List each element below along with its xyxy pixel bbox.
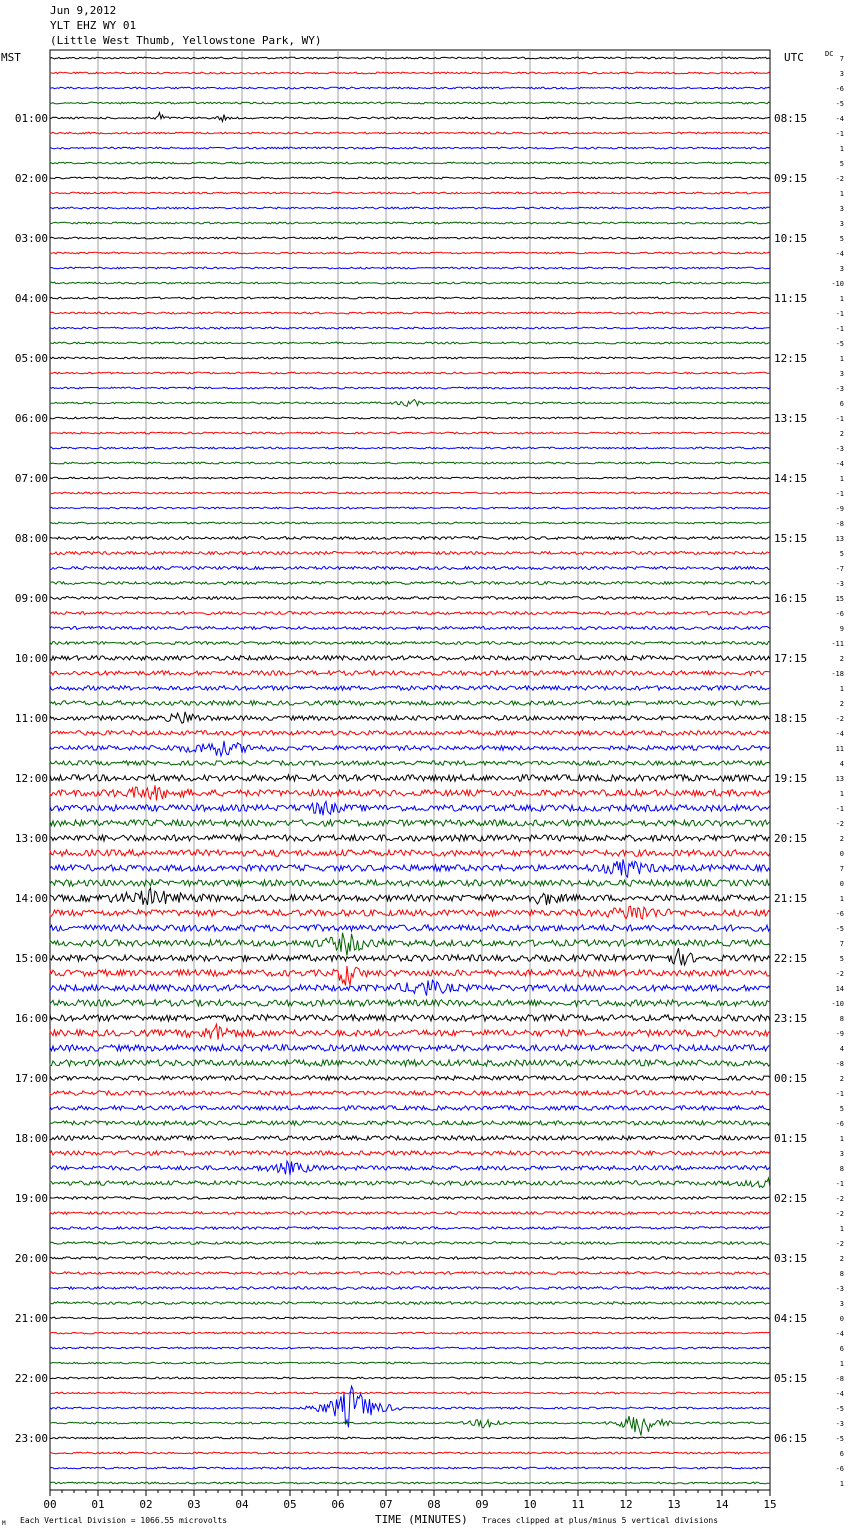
x-tick-label: 06 xyxy=(331,1498,345,1511)
right-hour-label: 19:15 xyxy=(774,772,808,785)
dc-offset-label: 13 xyxy=(835,775,844,783)
trace-row xyxy=(50,1332,770,1334)
x-tick-label: 07 xyxy=(379,1498,393,1511)
right-hour-label: 06:15 xyxy=(774,1432,808,1445)
left-hour-label: 20:00 xyxy=(14,1252,48,1265)
x-tick-label: 03 xyxy=(187,1498,201,1511)
x-tick-label: 11 xyxy=(571,1498,585,1511)
right-hour-label: 20:15 xyxy=(774,832,808,845)
dc-offset-label: -2 xyxy=(835,1240,844,1248)
dc-offset-label: -5 xyxy=(835,100,844,108)
left-hour-label: 17:00 xyxy=(14,1072,48,1085)
dc-offset-label: 7 xyxy=(839,865,844,873)
dc-offset-label: 0 xyxy=(839,1315,844,1323)
dc-offset-label: 8 xyxy=(839,1165,844,1173)
dc-offset-label: 6 xyxy=(839,400,844,408)
x-tick-label: 04 xyxy=(235,1498,249,1511)
dc-offset-label: 2 xyxy=(839,835,844,843)
header-station: YLT EHZ WY 01 xyxy=(50,19,137,32)
dc-offset-label: 6 xyxy=(839,1345,844,1353)
trace-row xyxy=(50,1136,770,1140)
trace-row xyxy=(50,1227,770,1230)
dc-offset-label: -9 xyxy=(835,505,844,513)
trace-row xyxy=(50,1076,770,1080)
dc-offset-label: -3 xyxy=(835,385,844,393)
dc-offset-label: 5 xyxy=(839,235,844,243)
left-hour-label: 08:00 xyxy=(14,532,48,545)
trace-row xyxy=(50,132,770,134)
dc-offset-label: 1 xyxy=(839,790,844,798)
dc-offset-label: 3 xyxy=(839,370,844,378)
trace-row xyxy=(50,1151,770,1155)
dc-offset-label: -8 xyxy=(835,1375,844,1383)
dc-offset-label: 1 xyxy=(839,685,844,693)
seismic-traces xyxy=(50,57,770,1484)
right-hour-label: 22:15 xyxy=(774,952,808,965)
dc-offset-label: 8 xyxy=(839,1270,844,1278)
left-hour-label: 23:00 xyxy=(14,1432,48,1445)
dc-offset-label: -1 xyxy=(835,325,844,333)
x-tick-label: 10 xyxy=(523,1498,537,1511)
right-hour-label: 11:15 xyxy=(774,292,808,305)
trace-row xyxy=(50,1178,770,1188)
trace-row xyxy=(50,177,770,179)
trace-row xyxy=(50,87,770,89)
trace-row xyxy=(50,147,770,149)
left-hour-label: 13:00 xyxy=(14,832,48,845)
dc-offset-label: -3 xyxy=(835,445,844,453)
trace-row xyxy=(50,432,770,434)
dc-offset-label: 3 xyxy=(839,220,844,228)
dc-offset-label: 4 xyxy=(839,760,844,768)
right-hour-label: 01:15 xyxy=(774,1132,808,1145)
right-hour-label: 05:15 xyxy=(774,1372,808,1385)
trace-row xyxy=(50,775,770,781)
dc-offset-label: 2 xyxy=(839,430,844,438)
axis-labels xyxy=(15,55,844,1511)
x-axis-title: TIME (MINUTES) xyxy=(375,1513,468,1526)
trace-row xyxy=(50,1302,770,1305)
trace-row xyxy=(50,357,770,359)
trace-row xyxy=(50,701,770,706)
trace-row xyxy=(50,1045,770,1051)
trace-row xyxy=(50,1015,770,1021)
dc-offset-label: -8 xyxy=(835,1060,844,1068)
trace-row xyxy=(50,1060,770,1066)
trace-row xyxy=(50,252,770,254)
x-tick-label: 05 xyxy=(283,1498,297,1511)
dc-offset-label: 11 xyxy=(835,745,844,753)
left-hour-label: 10:00 xyxy=(14,652,48,665)
dc-offset-label: 9 xyxy=(839,625,844,633)
x-tick-label: 00 xyxy=(43,1498,57,1511)
right-hour-label: 16:15 xyxy=(774,592,808,605)
dc-offset-label: 8 xyxy=(839,1015,844,1023)
trace-row xyxy=(50,1437,770,1439)
trace-row xyxy=(50,966,770,986)
dc-offset-label: 3 xyxy=(839,70,844,78)
trace-row xyxy=(50,522,770,524)
trace-row xyxy=(50,888,770,905)
dc-offset-label: -8 xyxy=(835,520,844,528)
dc-offset-label: 1 xyxy=(839,295,844,303)
dc-offset-label: -10 xyxy=(831,280,844,288)
left-hour-label: 01:00 xyxy=(14,112,48,125)
dc-offset-label: -2 xyxy=(835,970,844,978)
dc-offset-label: 1 xyxy=(839,895,844,903)
dc-offset-label: -4 xyxy=(835,115,844,123)
dc-offset-label: -6 xyxy=(835,85,844,93)
trace-row xyxy=(50,835,770,841)
trace-row xyxy=(50,162,770,164)
dc-offset-label: -3 xyxy=(835,1285,844,1293)
left-hour-label: 04:00 xyxy=(14,292,48,305)
plot-frame xyxy=(50,50,770,1490)
left-timezone-label: MST xyxy=(1,51,21,64)
x-tick-label: 12 xyxy=(619,1498,633,1511)
trace-row xyxy=(50,552,770,555)
dc-offset-label: 1 xyxy=(839,1360,844,1368)
trace-row xyxy=(50,980,770,995)
x-tick-label: 01 xyxy=(91,1498,105,1511)
trace-row xyxy=(50,1272,770,1275)
x-tick-label: 15 xyxy=(763,1498,777,1511)
left-hour-label: 14:00 xyxy=(14,892,48,905)
left-hour-label: 03:00 xyxy=(14,232,48,245)
left-hour-label: 16:00 xyxy=(14,1012,48,1025)
trace-row xyxy=(50,387,770,389)
dc-offset-label: 7 xyxy=(839,55,844,63)
trace-row xyxy=(50,207,770,209)
dc-label: DC xyxy=(825,50,834,58)
dc-offset-label: -6 xyxy=(835,1465,844,1473)
trace-row xyxy=(50,741,770,756)
trace-row xyxy=(50,462,770,464)
left-hour-label: 06:00 xyxy=(14,412,48,425)
trace-row xyxy=(50,312,770,314)
trace-row xyxy=(50,1362,770,1364)
dc-offset-label: -5 xyxy=(835,1405,844,1413)
left-hour-label: 21:00 xyxy=(14,1312,48,1325)
dc-offset-label: 7 xyxy=(839,940,844,948)
dc-offset-label: -7 xyxy=(835,565,844,573)
dc-offset-label: -2 xyxy=(835,715,844,723)
corner-mark: M xyxy=(2,1520,6,1527)
dc-offset-label: -2 xyxy=(835,1210,844,1218)
trace-row xyxy=(50,113,770,122)
trace-row xyxy=(50,327,770,329)
trace-row xyxy=(50,1212,770,1215)
trace-row xyxy=(50,372,770,374)
dc-offset-label: -1 xyxy=(835,130,844,138)
dc-offset-label: -10 xyxy=(831,1000,844,1008)
trace-row xyxy=(50,1242,770,1245)
dc-offset-label: 4 xyxy=(839,1045,844,1053)
dc-offset-label: -1 xyxy=(835,490,844,498)
trace-row xyxy=(50,400,770,407)
dc-offset-label: 1 xyxy=(839,190,844,198)
trace-row xyxy=(50,417,770,419)
left-hour-label: 15:00 xyxy=(14,952,48,965)
left-hour-label: 22:00 xyxy=(14,1372,48,1385)
trace-row xyxy=(50,1467,770,1469)
dc-offset-label: 15 xyxy=(835,595,844,603)
trace-row xyxy=(50,1317,770,1319)
dc-offset-label: 2 xyxy=(839,1075,844,1083)
dc-offset-label: 5 xyxy=(839,1105,844,1113)
dc-offset-label: 3 xyxy=(839,1300,844,1308)
trace-row xyxy=(50,237,770,239)
trace-row xyxy=(50,447,770,449)
trace-row xyxy=(50,642,770,645)
x-tick-label: 14 xyxy=(715,1498,729,1511)
left-hour-label: 09:00 xyxy=(14,592,48,605)
dc-offset-label: -6 xyxy=(835,910,844,918)
dc-offset-label: -2 xyxy=(835,1195,844,1203)
right-hour-label: 04:15 xyxy=(774,1312,808,1325)
trace-row xyxy=(50,507,770,509)
trace-row xyxy=(50,1161,770,1175)
dc-offset-label: -4 xyxy=(835,460,844,468)
dc-offset-label: 1 xyxy=(839,355,844,363)
x-tick-label: 13 xyxy=(667,1498,681,1511)
trace-row xyxy=(50,1024,770,1039)
trace-row xyxy=(50,282,770,284)
right-hour-label: 08:15 xyxy=(774,112,808,125)
right-hour-label: 03:15 xyxy=(774,1252,808,1265)
trace-row xyxy=(50,731,770,736)
trace-row xyxy=(50,671,770,676)
left-hour-label: 11:00 xyxy=(14,712,48,725)
trace-row xyxy=(50,597,770,600)
right-hour-label: 17:15 xyxy=(774,652,808,665)
dc-offset-label: 5 xyxy=(839,955,844,963)
dc-offset-label: -4 xyxy=(835,1330,844,1338)
trace-row xyxy=(50,627,770,630)
dc-offset-label: 2 xyxy=(839,655,844,663)
trace-row xyxy=(50,102,770,104)
dc-offset-label: -1 xyxy=(835,805,844,813)
dc-offset-label: 3 xyxy=(839,1150,844,1158)
right-hour-label: 12:15 xyxy=(774,352,808,365)
trace-row xyxy=(50,656,770,661)
trace-row xyxy=(50,948,770,965)
header-date: Jun 9,2012 xyxy=(50,4,117,17)
trace-row xyxy=(50,925,770,931)
trace-row xyxy=(50,1482,770,1484)
trace-row xyxy=(50,1347,770,1349)
dc-offset-label: -4 xyxy=(835,1390,844,1398)
dc-offset-label: -4 xyxy=(835,250,844,258)
trace-row xyxy=(50,1257,770,1260)
trace-row xyxy=(50,1392,770,1394)
dc-offset-label: -1 xyxy=(835,1180,844,1188)
dc-offset-label: 13 xyxy=(835,535,844,543)
dc-offset-label: 3 xyxy=(839,265,844,273)
trace-row xyxy=(50,582,770,585)
dc-offset-label: -5 xyxy=(835,1435,844,1443)
footnote-left: Each Vertical Division = 1066.55 microvolts xyxy=(20,1516,228,1525)
right-hour-label: 00:15 xyxy=(774,1072,808,1085)
trace-row xyxy=(50,801,770,815)
dc-offset-label: 0 xyxy=(839,880,844,888)
trace-row xyxy=(50,1106,770,1110)
dc-offset-label: 1 xyxy=(839,1135,844,1143)
footnote-right: Traces clipped at plus/minus 5 vertical divisions xyxy=(482,1516,719,1525)
dc-offset-label: -4 xyxy=(835,730,844,738)
trace-row xyxy=(50,297,770,299)
trace-row xyxy=(50,785,770,800)
trace-row xyxy=(50,492,770,494)
dc-offset-label: -2 xyxy=(835,175,844,183)
right-hour-label: 02:15 xyxy=(774,1192,808,1205)
trace-row xyxy=(50,1377,770,1379)
trace-row xyxy=(50,57,770,59)
right-hour-label: 13:15 xyxy=(774,412,808,425)
right-hour-label: 09:15 xyxy=(774,172,808,185)
right-hour-label: 23:15 xyxy=(774,1012,808,1025)
header-location: (Little West Thumb, Yellowstone Park, WY) xyxy=(50,34,322,47)
x-tick-label: 02 xyxy=(139,1498,153,1511)
trace-row xyxy=(50,537,770,540)
right-hour-label: 10:15 xyxy=(774,232,808,245)
dc-offset-label: -9 xyxy=(835,1030,844,1038)
trace-row xyxy=(50,192,770,194)
right-timezone-label: UTC xyxy=(784,51,804,64)
dc-offset-label: 3 xyxy=(839,205,844,213)
dc-offset-label: 5 xyxy=(839,550,844,558)
dc-offset-label: 6 xyxy=(839,1450,844,1458)
dc-offset-label: 5 xyxy=(839,160,844,168)
trace-row xyxy=(50,1121,770,1125)
trace-row xyxy=(50,850,770,856)
trace-row xyxy=(50,1000,770,1006)
left-hour-label: 02:00 xyxy=(14,172,48,185)
dc-offset-label: -5 xyxy=(835,340,844,348)
trace-row xyxy=(50,222,770,224)
dc-offset-label: -2 xyxy=(835,820,844,828)
left-hour-label: 12:00 xyxy=(14,772,48,785)
dc-offset-label: 14 xyxy=(835,985,844,993)
trace-row xyxy=(50,1452,770,1454)
trace-row xyxy=(50,933,770,956)
trace-row xyxy=(50,906,770,919)
x-tick-label: 08 xyxy=(427,1498,441,1511)
trace-row xyxy=(50,820,770,826)
dc-offset-label: -1 xyxy=(835,415,844,423)
dc-offset-label: 1 xyxy=(839,1225,844,1233)
dc-offset-label: 2 xyxy=(839,1255,844,1263)
trace-row xyxy=(50,880,770,886)
trace-row xyxy=(50,1197,770,1200)
trace-row xyxy=(50,686,770,691)
right-hour-label: 14:15 xyxy=(774,472,808,485)
trace-row xyxy=(50,1091,770,1095)
dc-offset-label: -18 xyxy=(831,670,844,678)
trace-row xyxy=(50,267,770,269)
dc-offset-label: -3 xyxy=(835,1420,844,1428)
trace-row xyxy=(50,567,770,570)
right-hour-label: 18:15 xyxy=(774,712,808,725)
dc-offset-label: 1 xyxy=(839,145,844,153)
left-hour-label: 05:00 xyxy=(14,352,48,365)
dc-offset-label: 1 xyxy=(839,1480,844,1488)
dc-offset-label: -1 xyxy=(835,310,844,318)
dc-offset-label: 2 xyxy=(839,700,844,708)
trace-row xyxy=(50,342,770,344)
dc-offset-label: 1 xyxy=(839,475,844,483)
trace-row xyxy=(50,477,770,479)
trace-row xyxy=(50,612,770,615)
left-hour-label: 19:00 xyxy=(14,1192,48,1205)
trace-row xyxy=(50,712,770,723)
trace-row xyxy=(50,1416,770,1435)
dc-offset-label: -11 xyxy=(831,640,844,648)
dc-offset-label: -5 xyxy=(835,925,844,933)
dc-offset-label: -6 xyxy=(835,1120,844,1128)
left-hour-label: 07:00 xyxy=(14,472,48,485)
right-hour-label: 21:15 xyxy=(774,892,808,905)
dc-offset-label: 0 xyxy=(839,850,844,858)
right-hour-label: 15:15 xyxy=(774,532,808,545)
trace-row xyxy=(50,761,770,766)
trace-row xyxy=(50,1287,770,1290)
trace-row xyxy=(50,859,770,877)
dc-offset-label: -3 xyxy=(835,580,844,588)
x-tick-label: 09 xyxy=(475,1498,489,1511)
trace-row xyxy=(50,72,770,74)
left-hour-label: 18:00 xyxy=(14,1132,48,1145)
dc-offset-label: -1 xyxy=(835,1090,844,1098)
dc-offset-label: -6 xyxy=(835,610,844,618)
